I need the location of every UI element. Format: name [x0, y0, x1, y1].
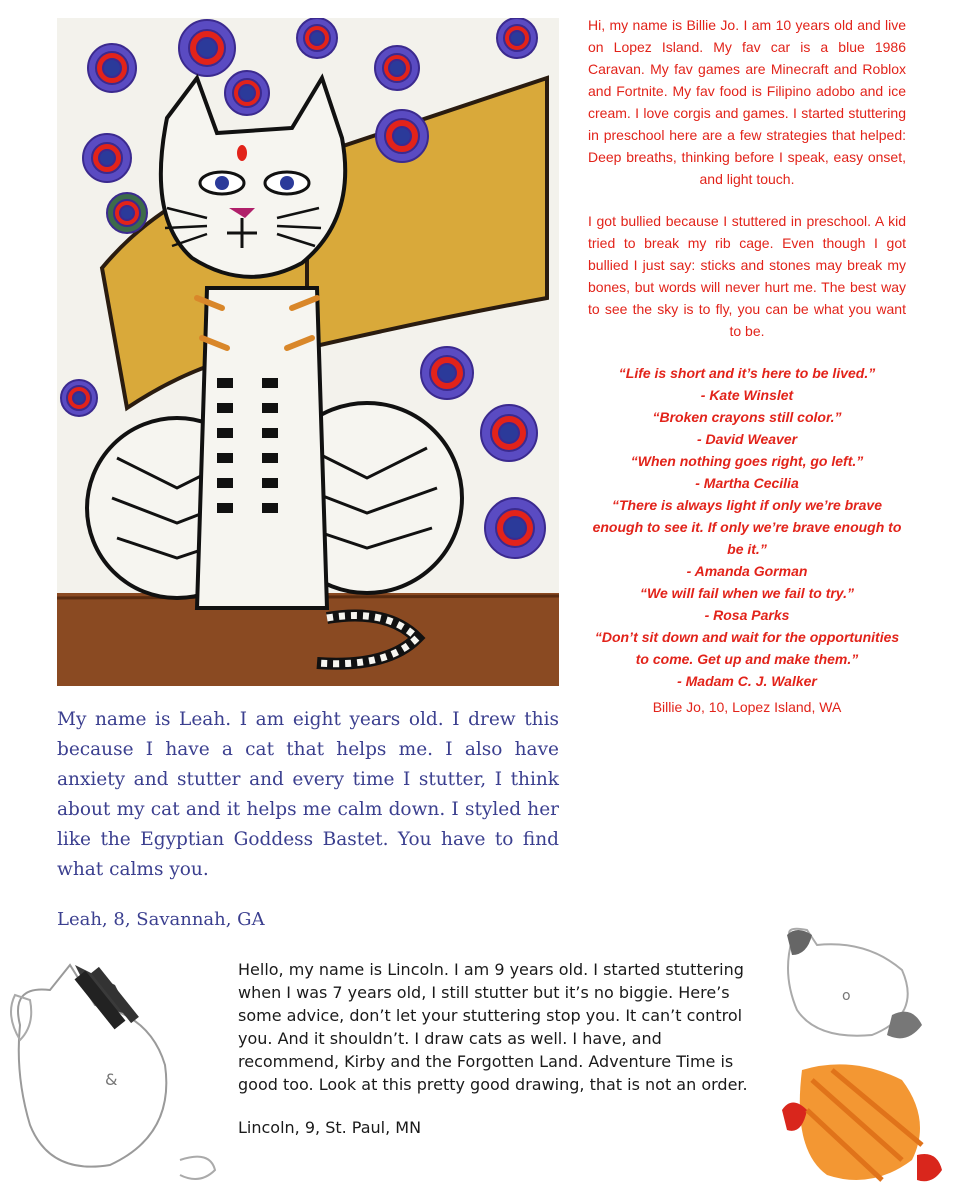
quote-text: “Broken crayons still color.” [652, 409, 842, 425]
flower [61, 380, 97, 416]
quote [588, 450, 906, 494]
flower [376, 110, 428, 162]
flower [179, 20, 235, 76]
flower [83, 134, 131, 182]
quote-author: - Kate Winslet [700, 387, 794, 403]
quote [588, 406, 906, 450]
quote-author: - Martha Cecilia [695, 475, 799, 491]
flower [107, 193, 147, 233]
flower [88, 44, 136, 92]
quote-author: - Amanda Gorman [686, 563, 808, 579]
billie-paragraph-1: Hi, my name is Billie Jo. I am 10 years old and live on Lopez Island. My fav car is a blue 1986 Caravan. My fav games are Minecraft and Roblox and Fortnite. My fav food is Filipino adobo and ice cream. I love corgis and games. I started stuttering in preschool here are a few strategies that helped: Deep breaths, thinking before I speak, easy onset, and light touch. [588, 17, 906, 187]
quote [588, 626, 906, 692]
flower [375, 46, 419, 90]
leah-cat-drawing [57, 18, 559, 686]
quote-author: - David Weaver [696, 431, 798, 447]
lincoln-cat-sketch-left [0, 945, 250, 1195]
quote-author: - Rosa Parks [704, 607, 790, 623]
leah-text: My name is Leah. I am eight years old. I drew this because I have a cat that helps me. I also have anxiety and stutter and every time I stutter, I think about my cat and it helps me calm down. I styled her like the Egyptian Goddess Bastet. You have to find what calms you. [57, 709, 559, 880]
billie-paragraph-2: I got bullied because I stuttered in preschool. A kid tried to break my rib cage. Even though I got bullied I just say: sticks and stones may break my bones, but words will never hurt me. The best way to see the sky is to fly, you can be what you want to be. [588, 213, 906, 339]
quote-author: - Madam C. J. Walker [677, 673, 817, 689]
flower [485, 498, 545, 558]
svg-text:o: o [842, 988, 851, 1004]
quote-text: “There is always light if only we’re brave enough to see it. If only we’re brave enough to be it.” [592, 497, 902, 557]
flower [497, 18, 537, 58]
quote-text: “Life is short and it’s here to be lived.” [618, 365, 876, 381]
billie-jo-letter [588, 14, 906, 718]
flower [421, 347, 473, 399]
lincoln-signature: Lincoln, 9, St. Paul, MN [238, 1118, 422, 1137]
lincoln-text: Hello, my name is Lincoln. I am 9 years old. I started stuttering when I was 7 years old, I still stutter but it’s no biggie. Here’s some advice, don’t let your stuttering stop you. It can’t control you. And it shouldn’t. I draw cats as well. I have, and recommend, Kirby and the Forgotten Land. Adventure Time is good too. Look at this pretty good drawing, that is not an order. [238, 960, 748, 1094]
quote [588, 582, 906, 626]
lincoln-cat-sketch-bottom [772, 1050, 952, 1195]
quote-text: “Don’t sit down and wait for the opportunities to come. Get up and make them.” [594, 629, 900, 667]
leah-letter [57, 705, 559, 935]
lincoln-letter [238, 958, 758, 1139]
flower [481, 405, 537, 461]
svg-text:&: & [105, 1070, 118, 1089]
quote [588, 494, 906, 582]
billie-signature: Billie Jo, 10, Lopez Island, WA [652, 699, 842, 715]
flower [297, 18, 337, 58]
quote-text: “When nothing goes right, go left.” [630, 453, 864, 469]
quote-text: “We will fail when we fail to try.” [640, 585, 854, 601]
leah-signature: Leah, 8, Savannah, GA [57, 909, 265, 930]
lincoln-cat-sketch-top [772, 920, 952, 1050]
quote [588, 362, 906, 406]
flower [225, 71, 269, 115]
